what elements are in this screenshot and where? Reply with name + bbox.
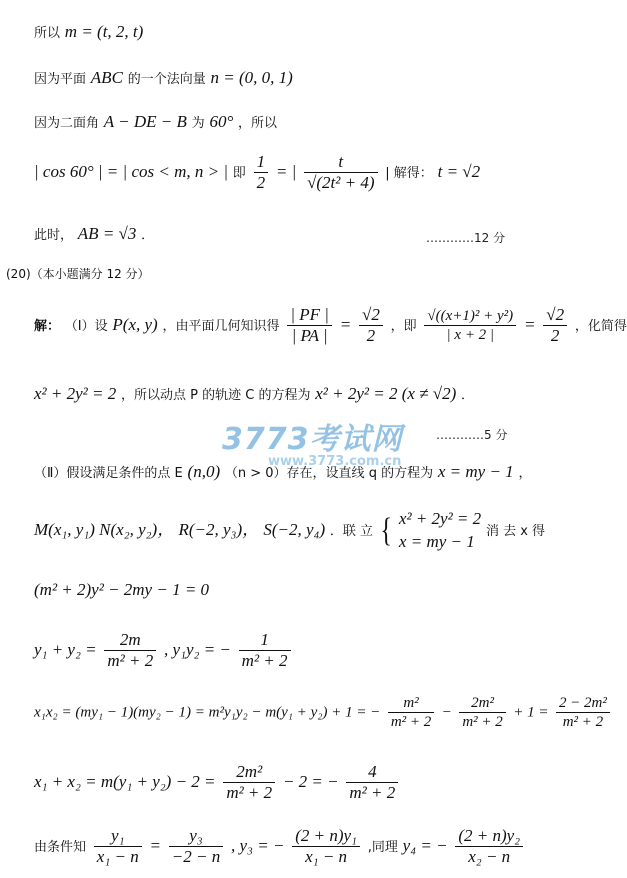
fraction [424,307,516,344]
denominator: m² + 2 [562,714,604,730]
denominator: | x + 2 | [446,327,495,344]
part-2-line-2 [34,508,545,554]
part-2-line-1 [34,462,531,482]
fraction [543,305,567,347]
left-brace: { [380,511,392,549]
numerator: y₁ [94,826,142,847]
fraction [104,630,156,672]
fraction [239,630,291,672]
fraction [304,152,377,194]
text: ，由平面几何知识得 [162,318,280,334]
denominator: 2 [366,326,376,346]
denominator: m² + 2 [107,651,154,671]
text: ，所以动点 P 的轨迹 C 的方程为 [121,388,311,403]
math: , y₁y₂ = − [164,639,231,659]
text: ． [141,228,155,243]
fraction [388,694,434,731]
math: = | [275,161,297,181]
numerator: m² [388,694,434,713]
denominator: x₂ − n [468,847,511,867]
denominator: −2 − n [171,847,221,867]
part-1-result [34,384,474,404]
text: 消 去 x 得 [485,523,546,539]
line-2 [34,68,293,88]
equation-2: x = my − 1 [398,531,475,551]
math: x = my − 1 [437,462,514,481]
math: = [149,835,161,855]
equation-system [399,508,481,554]
numerator: 1 [254,152,269,173]
score-5: …………5 分 [436,428,508,442]
math: AB = √3 [77,224,137,243]
math: x² + 2y² = 2 (x ≠ √2) [315,384,457,403]
fraction [346,762,398,804]
numerator: | PF | [287,305,332,326]
text: （Ⅰ）设 [64,318,108,334]
fraction [292,826,360,868]
math: M(x₁, y₁) N(x₂, y₂)， R(−2, y₃)， S(−2, y₄) [34,519,326,539]
denominator: m² + 2 [226,783,273,803]
denominator: 2 [550,326,560,346]
denominator: | PA | [291,326,328,346]
line-4 [34,152,480,194]
solution-label: 解： [34,318,61,334]
numerator: 2m² [223,762,275,783]
math: (n,0) [187,462,221,481]
text: ， [518,466,532,481]
math: (m² + 2)y² − 2my − 1 = 0 [34,580,210,599]
numerator: 4 [346,762,398,783]
denominator: √(2t² + 4) [307,173,375,193]
text: ，化简得 [574,318,627,334]
numerator: (2 + n)y₂ [455,826,523,847]
numerator: 2m² [459,694,505,713]
denominator: m² + 2 [462,714,503,730]
denominator: m² + 2 [349,783,396,803]
fraction [455,826,523,868]
part-2-line-6 [34,762,401,804]
text: 由条件知 [34,839,87,855]
fraction [223,762,275,804]
line-1 [34,22,143,42]
part-2-line-7 [34,826,526,868]
denominator: x₁ − n [96,847,139,867]
math: t = √2 [437,161,481,181]
math: | cos 60° | = | cos < m, n > | [34,161,229,181]
math: ABC [90,68,123,87]
fraction [459,694,505,731]
site-watermark [222,414,403,469]
fraction [556,694,610,731]
text: 的一个法向量 [127,72,206,87]
numerator: (2 + n)y₁ [292,826,360,847]
math: m = (t, 2, t) [64,22,144,41]
math: − [441,704,452,721]
text: （Ⅱ）假设满足条件的点 E [34,466,183,481]
math: , y₃ = − [231,835,285,855]
fraction [254,152,269,194]
part-2-line-3 [34,580,209,600]
text: ． [461,388,475,403]
text: 此时， [34,228,74,243]
text: 因为平面 [34,72,87,87]
fraction [359,305,383,347]
text: ．联 立 [329,523,374,539]
math: y₄ = − [402,835,448,855]
text: ，所以 [238,116,278,131]
watermark-url: www.3773.com.cn [268,454,402,469]
question-20-header: (20)（本小题满分 12 分） [6,267,150,281]
text: （n > 0）存在，设直线 q 的方程为 [224,466,434,481]
text: ，即 [390,318,417,334]
part-2-line-4 [34,630,294,672]
numerator: 2 − 2m² [556,694,610,713]
math: n = (0, 0, 1) [210,68,293,87]
math: + 1 = [513,704,549,721]
numerator: 1 [239,630,291,651]
math: = [523,314,536,334]
text: 即 [232,165,246,181]
part-1-line [34,305,627,347]
math: 60° [209,112,234,131]
math: x₁x₂ = (my₁ − 1)(my₂ − 1) = m²y₁y₂ − m(y₁ + y₂) + 1 = − [34,704,381,721]
math: A − DE − B [103,112,187,131]
denominator: x₁ − n [305,847,348,867]
numerator: t [304,152,377,173]
numerator: 2m [104,630,156,651]
text: | 解得： [385,165,433,181]
numerator: √((x+1)² + y²) [424,307,516,326]
text: 为 [191,116,205,131]
fraction [169,826,223,868]
math: = [339,314,352,334]
math: − 2 = − [282,771,339,791]
denominator: 2 [256,173,266,193]
line-3 [34,112,277,132]
math: P(x, y) [112,314,158,334]
equation-1: x² + 2y² = 2 [398,509,482,528]
text: ,同理 [367,839,398,855]
math: x² + 2y² = 2 [34,384,117,403]
score-12: …………12 分 [426,231,506,245]
line-5 [34,224,154,244]
text: 因为二面角 [34,116,100,131]
fraction [287,305,332,347]
denominator: m² + 2 [390,714,432,730]
fraction [94,826,142,868]
watermark-logo-text: 3773考试网 [222,422,403,457]
numerator: √2 [543,305,567,326]
text: 所以 [34,26,61,41]
numerator: y₃ [169,826,223,847]
part-2-line-5 [34,694,613,731]
denominator: m² + 2 [241,651,288,671]
numerator: √2 [359,305,383,326]
math: x₁ + x₂ = m(y₁ + y₂) − 2 = [34,771,216,791]
math: y₁ + y₂ = [34,639,97,659]
